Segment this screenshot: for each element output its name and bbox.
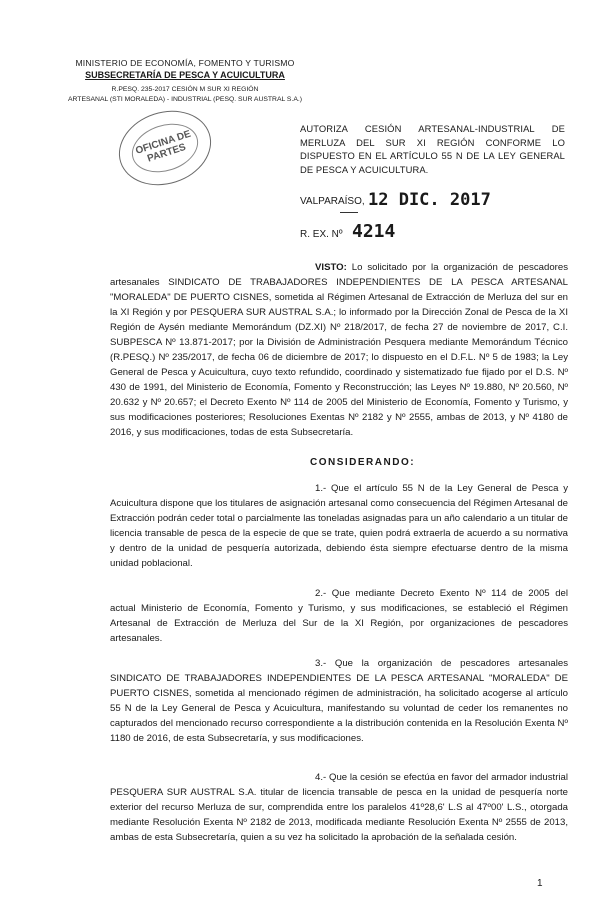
ministry-name: MINISTERIO DE ECONOMÍA, FOMENTO Y TURISMO — [75, 58, 295, 68]
visto-text: Lo solicitado por la organización de pescadores artesanales SINDICATO DE TRABAJADORES INDEPENDIENTES DE LA PESCA ARTESANAL "MORALEDA" DE PUERTO CISNES, sometida al Régimen Artesanal de Extracción de Merluza del sur en la XI Región y por PESQUERA SUR AUSTRAL S.A.; lo informado por la Dirección Zonal de Pesca de la XI Región de Aysén mediante Memorándum (DZ.XI) Nº 218/2017, de fecha 27 de noviembre de 2017, C.I. SUBPESCA Nº 13.871-2017; por la División de Administración Pesquera mediante Memorándum Técnico (R.PESQ.) Nº 235/2017, de fecha 06 de diciembre de 2017; lo dispuesto en el D.F.L. Nº 5 de 1983; la Ley General de Pesca y Acuicultura, cuyo texto refundido, coordinado y sistematizado fue fijado por el D.S. Nº 430 de 1991, del Ministerio de Economía, Fomento y Reconstrucción; las Leyes Nº 19.880, Nº 20.560, Nº 20.632 y Nº 20.657; el Decreto Exento Nº 114 de 2005 del Ministerio de Economía, Fomento y Turismo, y sus modificaciones posteriores; Resoluciones Exentas Nº 2182 y Nº 2555, ambas de 2013, y Nº 4180 de 2016, y sus modificaciones, todas de esta Subsecretaría. — [110, 262, 568, 438]
resolution-subject: AUTORIZA CESIÓN ARTESANAL-INDUSTRIAL DE MERLUZA DEL SUR XI REGIÓN CONFORME LO DISPUESTO EN EL ARTÍCULO 55 N DE LA LEY GENERAL DE PESCA Y ACUICULTURA. — [300, 123, 565, 175]
subsecretaria-name: SUBSECRETARÍA DE PESCA Y ACUICULTURA — [85, 70, 285, 80]
considerando-paragraph-4 — [110, 770, 568, 845]
office-stamp — [109, 99, 221, 197]
rex-label: R. EX. Nº — [300, 229, 343, 240]
reference-line-2: ARTESANAL (STI MORALEDA) - INDUSTRIAL (PESQ. SUR AUSTRAL S.A.) — [67, 96, 303, 103]
date-stamp: 12 DIC. 2017 — [368, 190, 491, 210]
considerando-heading: CONSIDERANDO: — [310, 457, 416, 468]
considerando-paragraph-2 — [110, 586, 568, 646]
considerando-text-3: 3.- Que la organización de pescadores artesanales SINDICATO DE TRABAJADORES INDEPENDIENTES DE LA PESCA ARTESANAL "MORALEDA" DE PUERTO CISNES, sometida al mencionado régimen de administración, ha solicitado acogerse al artículo 55 N de la Ley General de Pesca y Acuicultura, manifestando su voluntad de ceder los remanentes no capturados del mencionado recurso correspondiente a la distribución contenida en la Resolución Exenta Nº 1180 de 2016, de esta Subsecretaría, y sus modificaciones. — [110, 658, 568, 744]
considerando-paragraph-1 — [110, 481, 568, 571]
signature-mark — [340, 212, 358, 213]
page-number: 1 — [537, 878, 543, 889]
considerando-text-1: 1.- Que el artículo 55 N de la Ley General de Pesca y Acuicultura dispone que los titulares de asignación artesanal como consecuencia del Régimen Artesanal de Extracción podrán ceder total o parcialmente las toneladas asignadas para un año calendario a un titular de licencia transable de pesca de la especie de que se trate, quien podrá extraerla de acuerdo a su normativa y dentro de la unidad de pesquería autorizada, debiendo ésta siempre efectuarse dentro de la misma unidad poblacional. — [110, 483, 568, 569]
considerando-paragraph-3 — [110, 656, 568, 746]
place-label: VALPARAÍSO, — [300, 196, 365, 207]
stamp-text: OFICINA DE PARTES — [134, 128, 193, 165]
considerando-text-2: 2.- Que mediante Decreto Exento Nº 114 de 2005 del actual Ministerio de Economía, Fomento y Turismo, y sus modificaciones, se estableció el Régimen Artesanal de Extracción de Merluza del Sur de la XI Región, por organizaciones de pescadores artesanales. — [110, 588, 568, 644]
rex-number: 4214 — [352, 221, 396, 242]
reference-line-1: R.PESQ. 235-2017 CESIÓN M SUR XI REGIÓN — [111, 86, 259, 93]
visto-label: VISTO: — [315, 262, 347, 273]
visto-paragraph — [110, 260, 568, 440]
considerando-text-4: 4.- Que la cesión se efectúa en favor del armador industrial PESQUERA SUR AUSTRAL S.A. titular de licencia transable de pesca en la unidad de pesquería norte exterior del recurso Merluza de sur, comprendida entre los paralelos 41º28,6' L.S al 47º00' L.S., otorgada mediante Resolución Exenta Nº 2182 de 2013, modificada mediante Resolución Exenta Nº 2555 de 2013, ambas de esta Subsecretaría, quien a su vez ha solicitado la aprobación de la señalada cesión. — [110, 772, 568, 843]
